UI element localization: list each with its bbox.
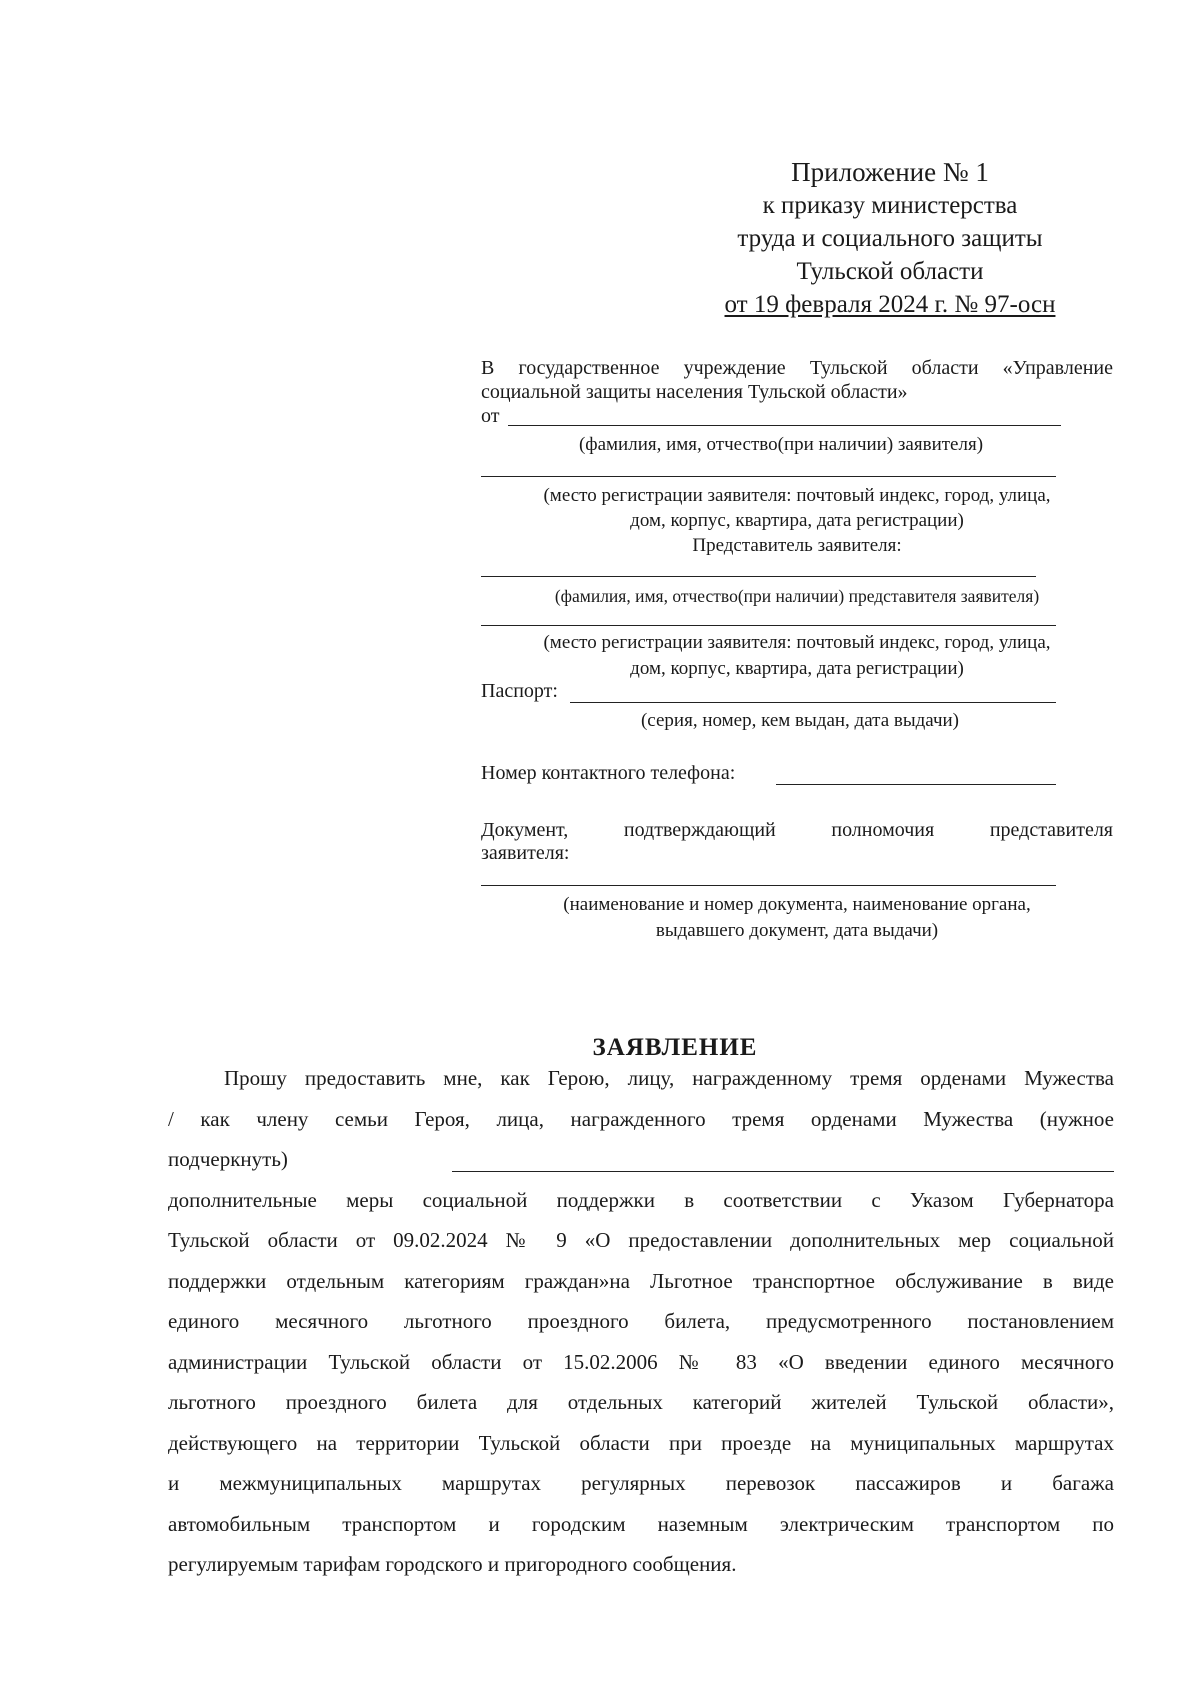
appendix-date-number: от 19 февраля 2024 г. № 97-осн [724,291,1056,318]
passport-field[interactable] [570,702,1056,703]
appendix-region-line: Тульской области [796,258,984,285]
statement-line: поддержки отдельным категориям граждан»на Льготное транспортное обслуживание в виде [168,1268,1114,1293]
representative-name-field[interactable] [481,576,1036,577]
applicant-address-caption-1: (место регистрации заявителя: почтовый индекс, город, улица, [543,485,1051,506]
statement-title: ЗАЯВЛЕНИЕ [592,1034,758,1061]
statement-line: дополнительные меры социальной поддержки в соответствии с Указом Губернатора [168,1187,1114,1212]
statement-body [168,1058,1114,1585]
beneficiary-field[interactable] [452,1171,1114,1172]
document-caption-2: выдавшего документ, дата выдачи) [655,920,939,941]
statement-line: льготного проездного билета для отдельных категорий жителей Тульской области», [168,1390,1114,1414]
phone-field[interactable] [776,784,1056,785]
representative-address-caption-1: (место регистрации заявителя: почтовый индекс, город, улица, [543,632,1051,653]
statement-line: действующего на территории Тульской области при проезде на муниципальных маршрутах [168,1430,1114,1455]
statement-line: регулируемым тарифам городского и пригородного сообщения. [168,1552,737,1576]
phone-label: Номер контактного телефона: [481,762,736,784]
addressee-to-line2: социальной защиты населения Тульской области» [481,381,908,403]
passport-caption: (серия, номер, кем выдан, дата выдачи) [640,710,960,731]
document-caption-1: (наименование и номер документа, наименование органа, [563,894,1031,915]
statement-line: автомобильным транспортом и городским наземным электрическим транспортом по [168,1511,1114,1536]
representative-name-caption: (фамилия, имя, отчество(при наличии) представителя заявителя) [554,586,1040,606]
representative-address-caption-2: дом, корпус, квартира, дата регистрации) [630,658,964,679]
passport-label: Паспорт: [481,680,558,702]
appendix-number: Приложение № 1 [791,157,989,187]
applicant-name-caption: (фамилия, имя, отчество(при наличии) заявителя) [578,434,984,455]
document-field[interactable] [481,885,1056,886]
appendix-order-line: к приказу министерства [762,192,1018,219]
statement-line: Тульской области от 09.02.2024 № 9 «О предоставлении дополнительных мер социальной [168,1228,1114,1252]
representative-address-field[interactable] [481,625,1056,626]
statement-line: единого месячного льготного проездного билета, предусмотренного постановлением [168,1309,1114,1333]
applicant-name-field[interactable] [508,425,1061,426]
statement-line: и межмуниципальных маршрутах регулярных перевозок пассажиров и багажа [168,1471,1114,1495]
statement-line: администрации Тульской области от 15.02.2006 № 83 «О введении единого месячного [168,1349,1114,1374]
statement-line: Прошу предоставить мне, как Герою, лицу, награжденному тремя орденами Мужества [224,1066,1114,1090]
statement-line: / как члену семьи Героя, лица, награжденного тремя орденами Мужества (нужное [168,1106,1114,1131]
applicant-address-field[interactable] [481,476,1056,477]
representative-label: Представитель заявителя: [692,535,902,556]
statement-line: подчеркнуть) [168,1147,288,1171]
appendix-ministry-line: труда и социального защиты [737,225,1043,252]
document-label-line2: заявителя: [481,842,570,864]
applicant-address-caption-2: дом, корпус, квартира, дата регистрации) [630,510,964,531]
document-label-line1: Документ, подтверждающий полномочия представителя [481,819,1113,841]
appendix-header [700,156,1080,321]
from-label: от [481,405,500,427]
addressee-to-line1: В государственное учреждение Тульской области «Управление [481,357,1113,379]
